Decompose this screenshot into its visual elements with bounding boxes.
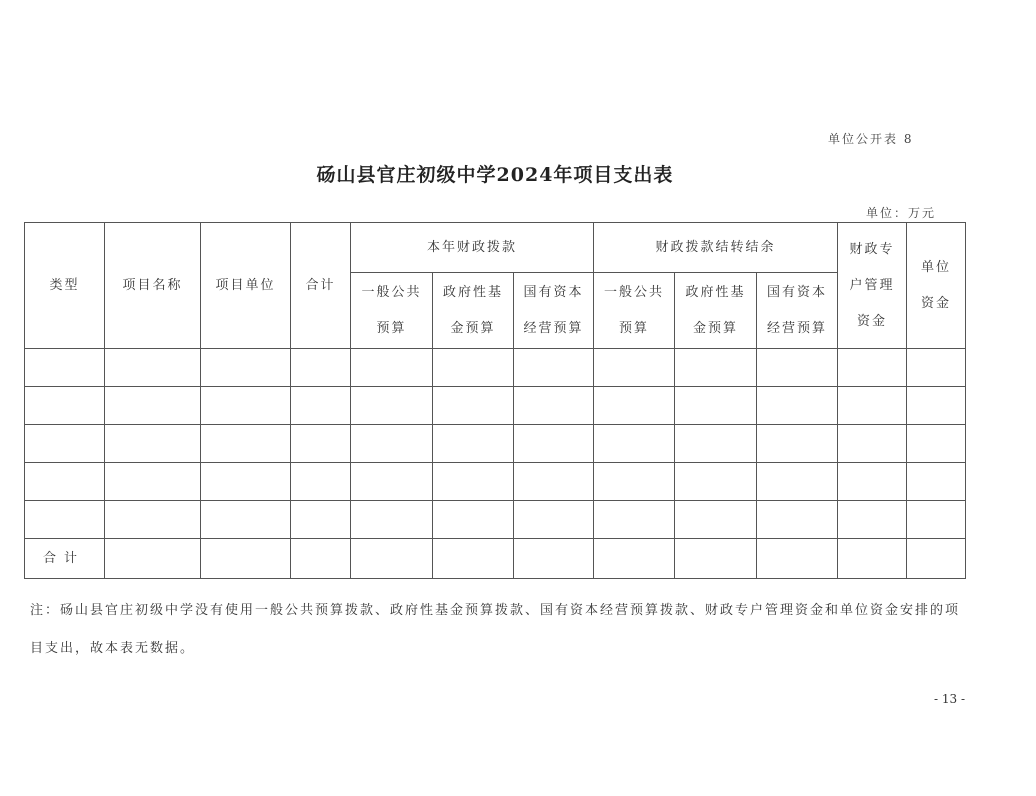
header-line: 一般公共 <box>604 284 665 300</box>
header-line: 户管理 <box>849 277 895 293</box>
header-line: 预算 <box>376 320 407 336</box>
header-line: 国有资本 <box>767 284 828 300</box>
table-label: 单位公开表 8 <box>828 132 914 146</box>
header-line: 经营预算 <box>523 320 584 336</box>
header-line: 资金 <box>857 313 888 329</box>
header-line: 金预算 <box>693 320 739 336</box>
header-line: 政府性基 <box>685 284 746 300</box>
header-line: 预算 <box>619 320 650 336</box>
header-current-year-appropriation: 本年财政拨款 <box>351 223 594 273</box>
unit-label: 单位：万元 <box>866 206 937 220</box>
table-row <box>25 463 966 501</box>
table-footer-row <box>25 539 966 579</box>
header-current-state-capital-budget <box>514 273 594 349</box>
page-title: 砀山县官庄初级中学2024年项目支出表 <box>316 164 674 186</box>
header-total: 合计 <box>291 223 351 349</box>
header-current-gov-fund-budget <box>433 273 514 349</box>
header-line: 单位 <box>921 259 952 275</box>
table-row <box>25 425 966 463</box>
table-row <box>25 501 966 539</box>
header-line: 一般公共 <box>361 284 422 300</box>
page-number: - 13 - <box>934 692 966 706</box>
header-line: 财政专 <box>849 241 895 257</box>
table-row <box>25 349 966 387</box>
project-expenditure-table <box>24 222 966 579</box>
header-unit-funds <box>907 223 966 349</box>
header-line: 金预算 <box>450 320 496 336</box>
header-line: 资金 <box>921 295 952 311</box>
header-carryover-balance: 财政拨款结转结余 <box>594 223 838 273</box>
header-project-name: 项目名称 <box>105 223 201 349</box>
header-carryover-general-budget <box>594 273 675 349</box>
header-carryover-state-capital-budget <box>757 273 838 349</box>
header-project-unit: 项目单位 <box>201 223 291 349</box>
header-special-account-funds <box>838 223 907 349</box>
footnote: 注：砀山县官庄初级中学没有使用一般公共预算拨款、政府性基金预算拨款、国有资本经营预算拨款、财政专户管理资金和单位资金安排的项目支出，故本表无数据。 <box>30 603 961 656</box>
header-carryover-gov-fund-budget <box>675 273 757 349</box>
footer-total-label: 合计 <box>25 539 105 579</box>
header-current-general-budget <box>351 273 433 349</box>
header-line: 政府性基 <box>442 284 503 300</box>
table-row <box>25 387 966 425</box>
header-line: 经营预算 <box>767 320 828 336</box>
header-type: 类型 <box>25 223 105 349</box>
header-line: 国有资本 <box>523 284 584 300</box>
